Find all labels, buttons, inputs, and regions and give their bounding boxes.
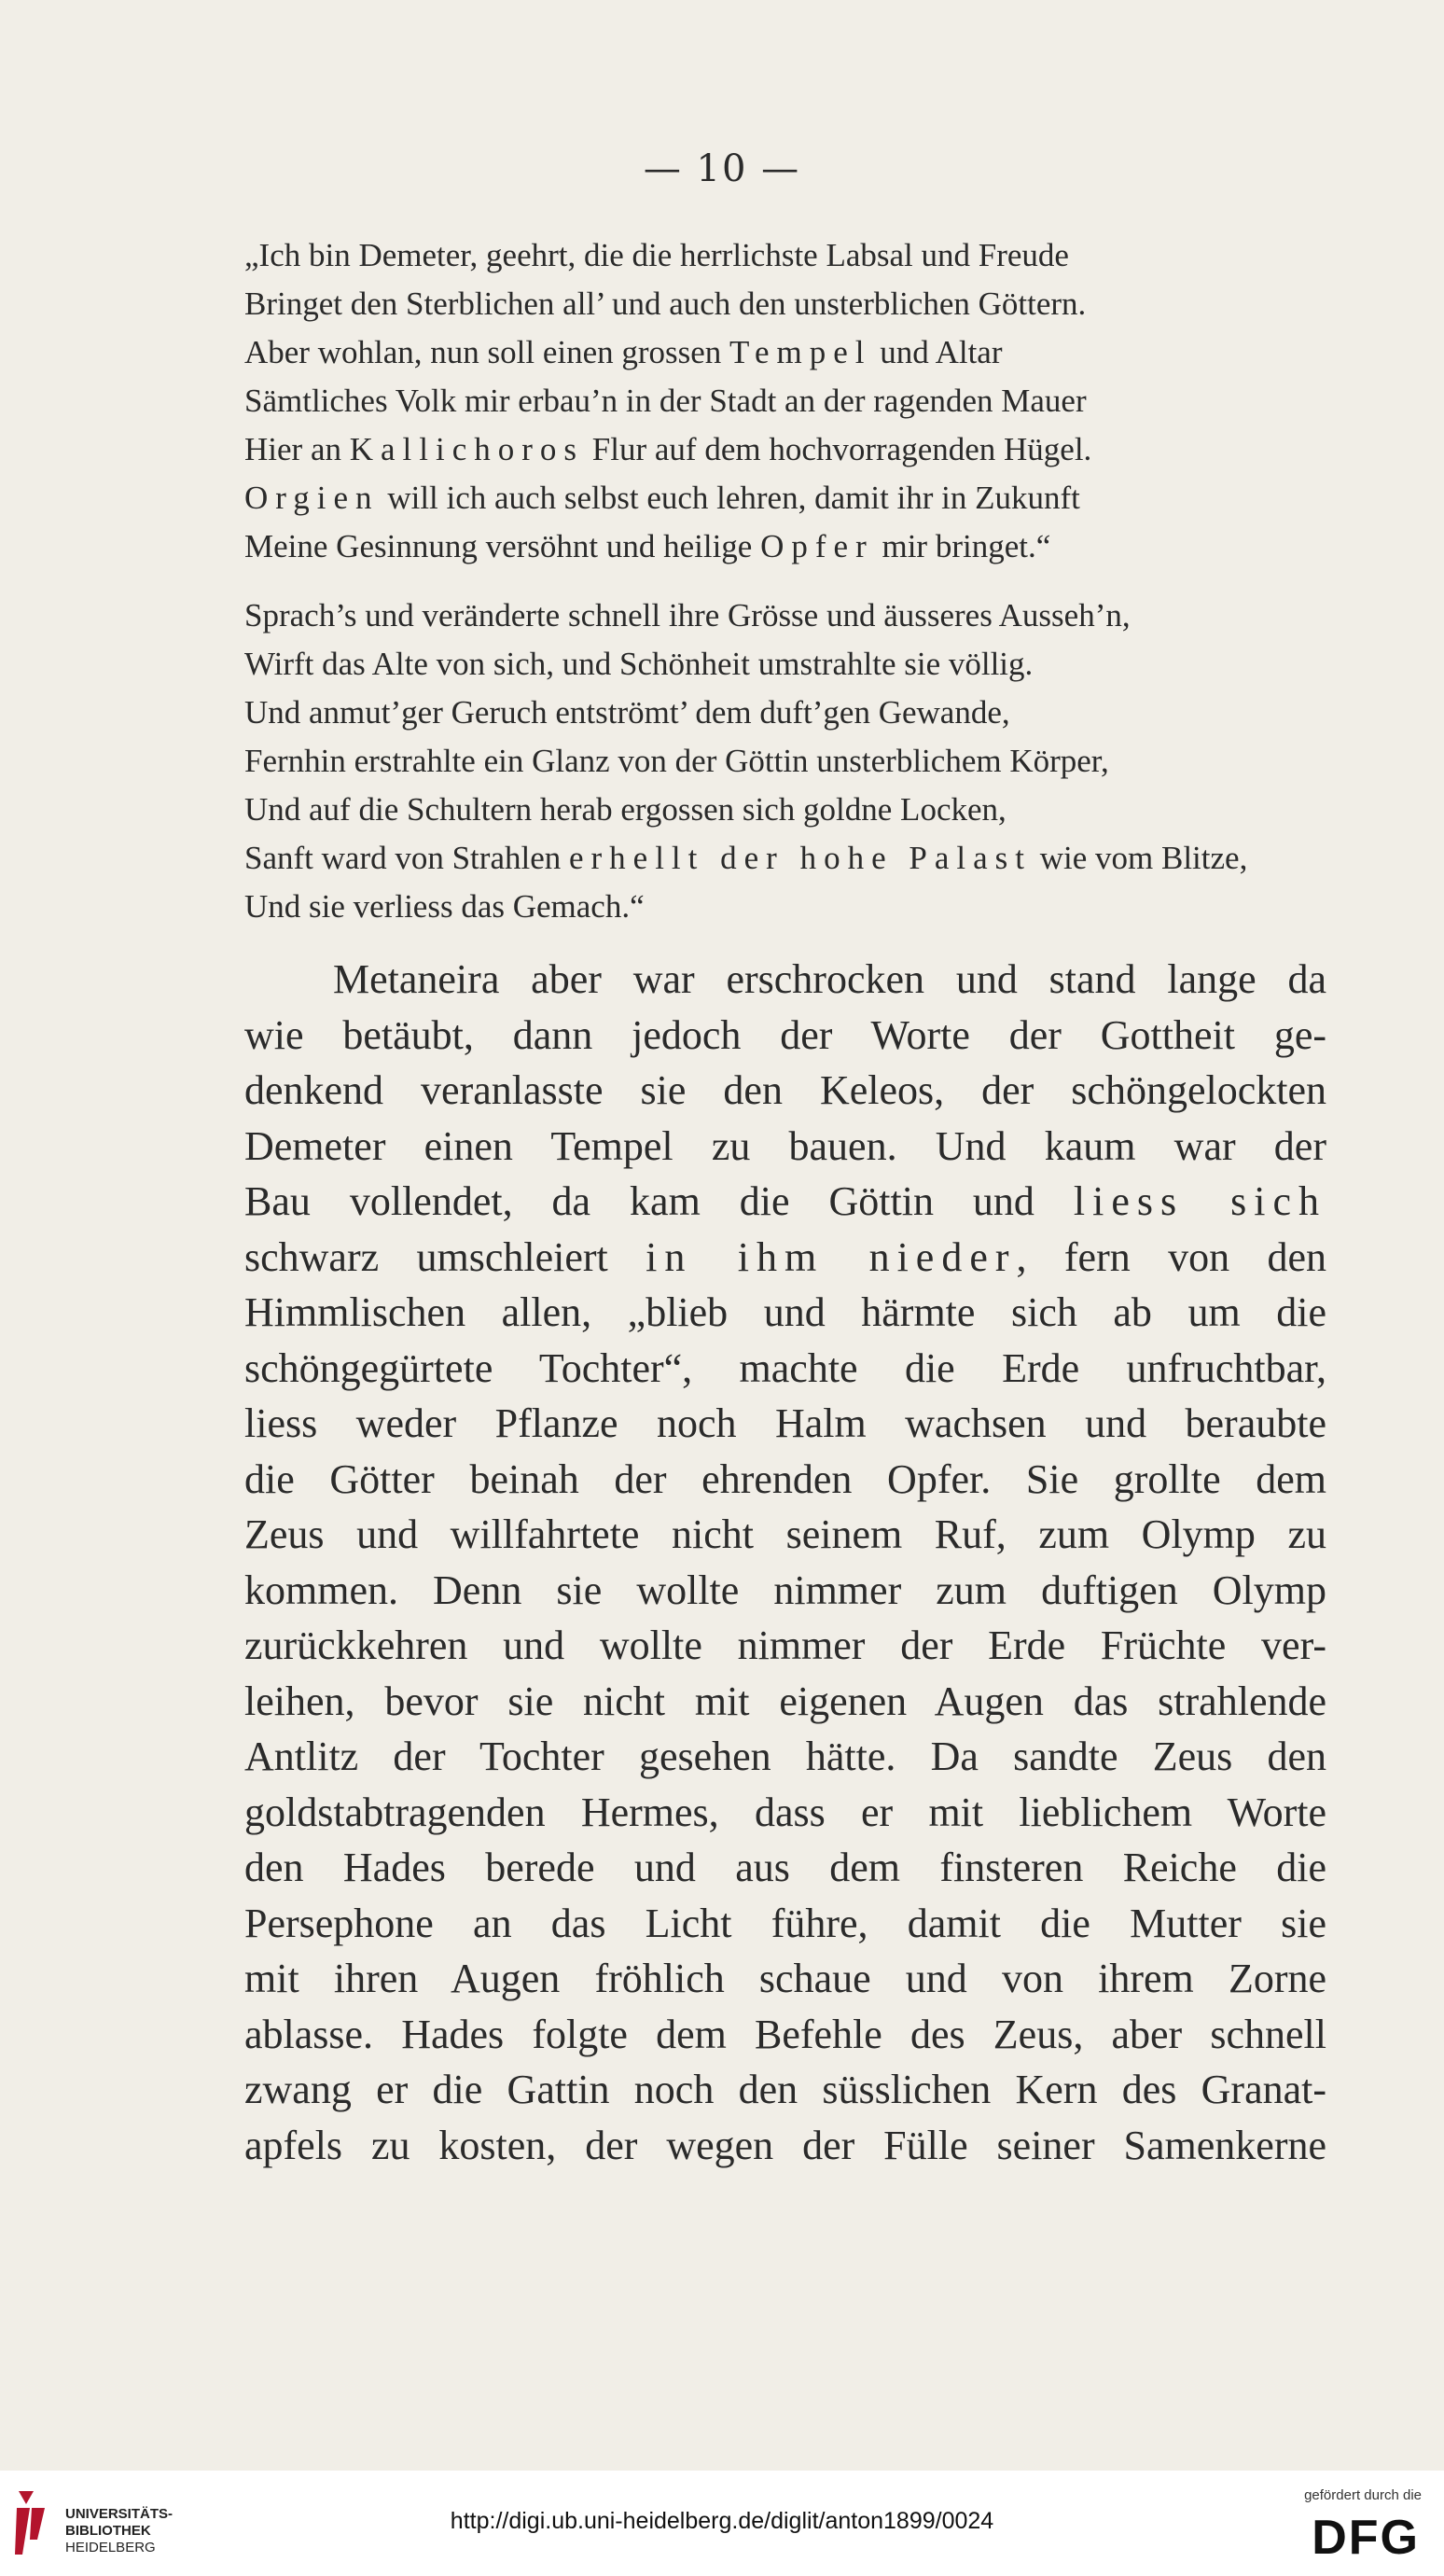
prose-line: Demeter einen Tempel zu bauen. Und kaum war der	[244, 1122, 1326, 1169]
prose-line: zwang er die Gattin noch den süsslichen Kern des Granat-	[244, 2067, 1326, 2112]
verse-block-transformation	[244, 592, 1336, 931]
sponsor-caption: gefördert durch die	[1304, 2487, 1422, 2503]
verse-line: Sämtliches Volk mir erbau’n in der Stadt an der ragenden Mauer	[244, 383, 1087, 419]
verse-line: Bringet den Sterblichen all’ und auch den unsterblichen Göttern.	[244, 285, 1087, 322]
prose-line: den Hades berede und aus dem finsteren Reiche die	[244, 1845, 1326, 1890]
prose-line: denkend veranlasste sie den Keleos, der schöngelockten	[244, 1067, 1326, 1113]
page-number: — 10 —	[643, 147, 801, 190]
prose-line: ablasse. Hades folgte dem Befehle des Zeus, aber schnell	[244, 2011, 1326, 2057]
verse-line: Und auf die Schultern herab ergossen sich goldne Locken,	[244, 791, 1007, 828]
prose-line: leihen, bevor sie nicht mit eigenen Augen das strahlende	[244, 1678, 1326, 1724]
prose-line: goldstabtragenden Hermes, dass er mit lieblichem Worte	[244, 1789, 1326, 1835]
prose-line: Bau vollendet, da kam die Göttin und liess sich	[244, 1178, 1326, 1224]
verse-line: „Ich bin Demeter, geehrt, die die herrlichste Labsal und Freude	[244, 237, 1069, 273]
prose-line: Antlitz der Tochter gesehen hätte. Da sandte Zeus den	[244, 1734, 1326, 1779]
library-name: UNIVERSITÄTS- BIBLIOTHEK HEIDELBERG	[65, 2506, 174, 2555]
prose-line: mit ihren Augen fröhlich schaue und von ihrem Zorne	[244, 1956, 1326, 2001]
prose-line: schwarz umschleiert in ihm nieder, fern von den	[244, 1233, 1326, 1280]
verse-line: Meine Gesinnung versöhnt und heilige Opfer mir bringet.“	[244, 528, 1051, 564]
prose-line: apfels zu kosten, der wegen der Fülle seiner Samenkerne	[244, 2122, 1326, 2168]
prose-paragraph	[244, 952, 1326, 2173]
prose-line: die Götter beinah der ehrenden Opfer. Sie grollte dem	[244, 1455, 1326, 1502]
verse-block-demeter-speech	[244, 231, 1336, 571]
digitization-footer	[0, 2471, 1444, 2576]
verse-line: Sprach’s und veränderte schnell ihre Grösse und äusseres Ausseh’n,	[244, 597, 1131, 634]
verse-line: Und anmut’ger Geruch entströmt’ dem duft’gen Gewande,	[244, 694, 1010, 731]
prose-line: Metaneira aber war erschrocken und stand lange da	[333, 956, 1326, 1002]
verse-line: Wirft das Alte von sich, und Schönheit umstrahlte sie völlig.	[244, 646, 1034, 682]
prose-line: zurückkehren und wollte nimmer der Erde Früchte ver-	[244, 1622, 1326, 1668]
prose-line: liess weder Pflanze noch Halm wachsen und beraubte	[244, 1400, 1326, 1446]
dfg-logo[interactable]: DFG	[1312, 2511, 1420, 2565]
verse-line: Sanft ward von Strahlen erhellt der hohe Palast wie vom Blitze,	[244, 840, 1248, 876]
verse-line: Hier an Kallichoros Flur auf dem hochvorragenden Hügel.	[244, 431, 1092, 467]
prose-line: wie betäubt, dann jedoch der Worte der Gottheit ge-	[244, 1011, 1326, 1058]
verse-line: Orgien will ich auch selbst euch lehren, damit ihr in Zukunft	[244, 480, 1080, 516]
prose-line: Persephone an das Licht führe, damit die Mutter sie	[244, 1900, 1326, 1946]
prose-line: Zeus und willfahrtete nicht seinem Ruf, zum Olymp zu	[244, 1511, 1326, 1557]
prose-line: kommen. Denn sie wollte nimmer zum duftigen Olymp	[244, 1566, 1326, 1613]
prose-line: schöngegürtete Tochter“, machte die Erde unfruchtbar,	[244, 1344, 1326, 1391]
verse-line: Aber wohlan, nun soll einen grossen Tempel und Altar	[244, 334, 1003, 370]
permalink-url[interactable]: http://digi.ub.uni-heidelberg.de/diglit/anton1899/0024	[450, 2508, 994, 2534]
verse-line: Fernhin erstrahlte ein Glanz von der Göttin unsterblichem Körper,	[244, 743, 1109, 779]
verse-line: Und sie verliess das Gemach.“	[244, 888, 645, 925]
prose-line: Himmlischen allen, „blieb und härmte sich ab um die	[244, 1289, 1326, 1335]
